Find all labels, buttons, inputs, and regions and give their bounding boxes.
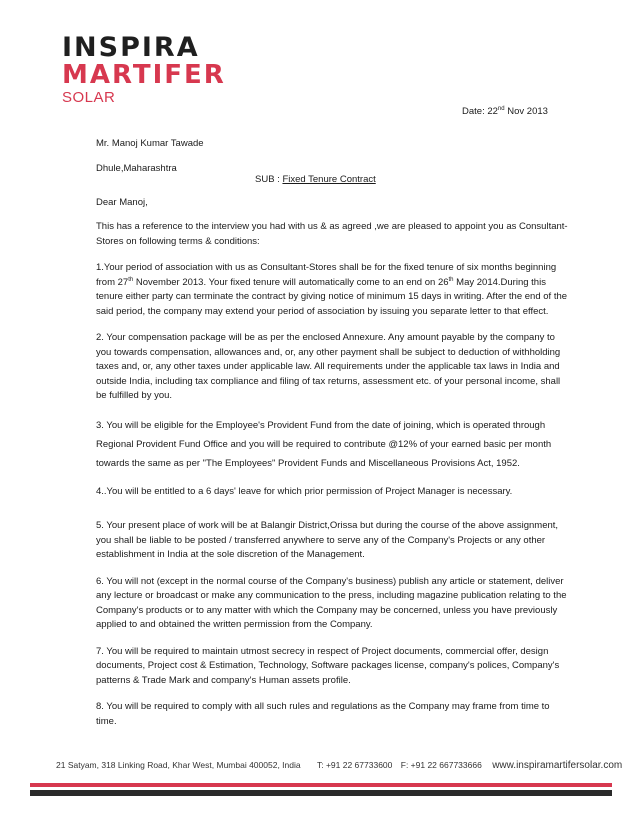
subject-line: SUB : Fixed Tenure Contract xyxy=(255,174,376,185)
footer-bar-red xyxy=(30,783,612,787)
footer-phone: T: +91 22 67733600 xyxy=(316,760,393,770)
recipient-name: Mr. Manoj Kumar Tawade xyxy=(96,138,204,149)
logo-line-martifer: MARTIFER xyxy=(62,60,226,90)
footer-address: 21 Satyam, 318 Linking Road, Khar West, Mumbai 400052, India xyxy=(56,760,301,770)
paragraph-2: 2. Your compensation package will be as per the enclosed Annexure. Any amount payable by the company to you towards compensation, allowances and, or, any other payment shall be subject to deduction of withholding taxes and, or, any other taxes under applicable law. All requirements under the applicable tax laws in India and outside India, including tax compliance and filing of tax returns, assessment etc. of your personal income, shall be fulfilled by you. xyxy=(96,332,561,401)
salutation: Dear Manoj, xyxy=(96,197,148,208)
footer-bar-dark xyxy=(30,790,612,796)
logo-line-solar: SOLAR xyxy=(62,89,116,106)
paragraph-1: 1.Your period of association with us as Consultant-Stores shall be for the fixed tenure of six months beginning from 27th November 2013. Your fixed tenure will automatically come to an end on 26th May 2014.During this tenure either party can terminate the contract by giving notice of minimum 15 days in writing. After the end of the said period, the company may extend your period of association by issuing you separate letter to that effect. xyxy=(96,262,568,317)
paragraph-5: 5. Your present place of work will be at Balangir District,Orissa but during the course of the above assignment, you shall be liable to be posted / transferred anywhere to serve any of the Company's Projects or any other establishment in India at the sole discretion of the Management. xyxy=(96,520,559,560)
paragraph-7: 7. You will be required to maintain utmost secrecy in respect of Project documents, commercial offer, design documents, Project cost & Estimation, Technology, Software packages license, company's polices, Company's patterns & Trade Mark and company's Human assets profile. xyxy=(96,645,560,686)
paragraph-8: 8. You will be required to comply with all such rules and regulations as the Company may frame from time to time. xyxy=(96,701,550,727)
paragraph-3: 3. You will be eligible for the Employee's Provident Fund from the date of joining, which is operated through Regional Provident Fund Office and you will be required to contribute @12% of your earned basic per month towards the same as per "The Employees" Provident Funds and Miscellaneous Provisions Act, 1952. xyxy=(96,419,552,469)
subject-text: Fixed Tenure Contract xyxy=(282,174,376,185)
recipient-block xyxy=(96,137,204,175)
footer-website: www.inspiramartifersolar.com xyxy=(492,760,623,771)
intro-paragraph: This has a reference to the interview you had with us & as agreed ,we are pleased to appoint you as Consultant- Stores on following terms & conditions: xyxy=(96,221,568,247)
footer-fax: F: +91 22 667733666 xyxy=(400,760,482,770)
recipient-location: Dhule,Maharashtra xyxy=(96,163,177,174)
paragraph-4: 4..You will be entitled to a 6 days' leave for which prior permission of Project Manager is necessary. xyxy=(96,485,513,497)
letter-footer xyxy=(56,760,623,771)
letter-body xyxy=(96,220,572,741)
paragraph-6: 6. You will not (except in the normal course of the Company's business) publish any article or statement, deliver any lecture or broadcast or make any communication to the press, including magazine publication relating to the Company's products or to any matter with which the Company may be concerned, unless you have previously applied to and obtained the written permission from the Company. xyxy=(96,575,567,630)
company-logo xyxy=(62,34,252,106)
logo-line-inspira: INSPIRA xyxy=(62,32,200,63)
letter-date: Date: 22nd Nov 2013 xyxy=(462,106,548,118)
